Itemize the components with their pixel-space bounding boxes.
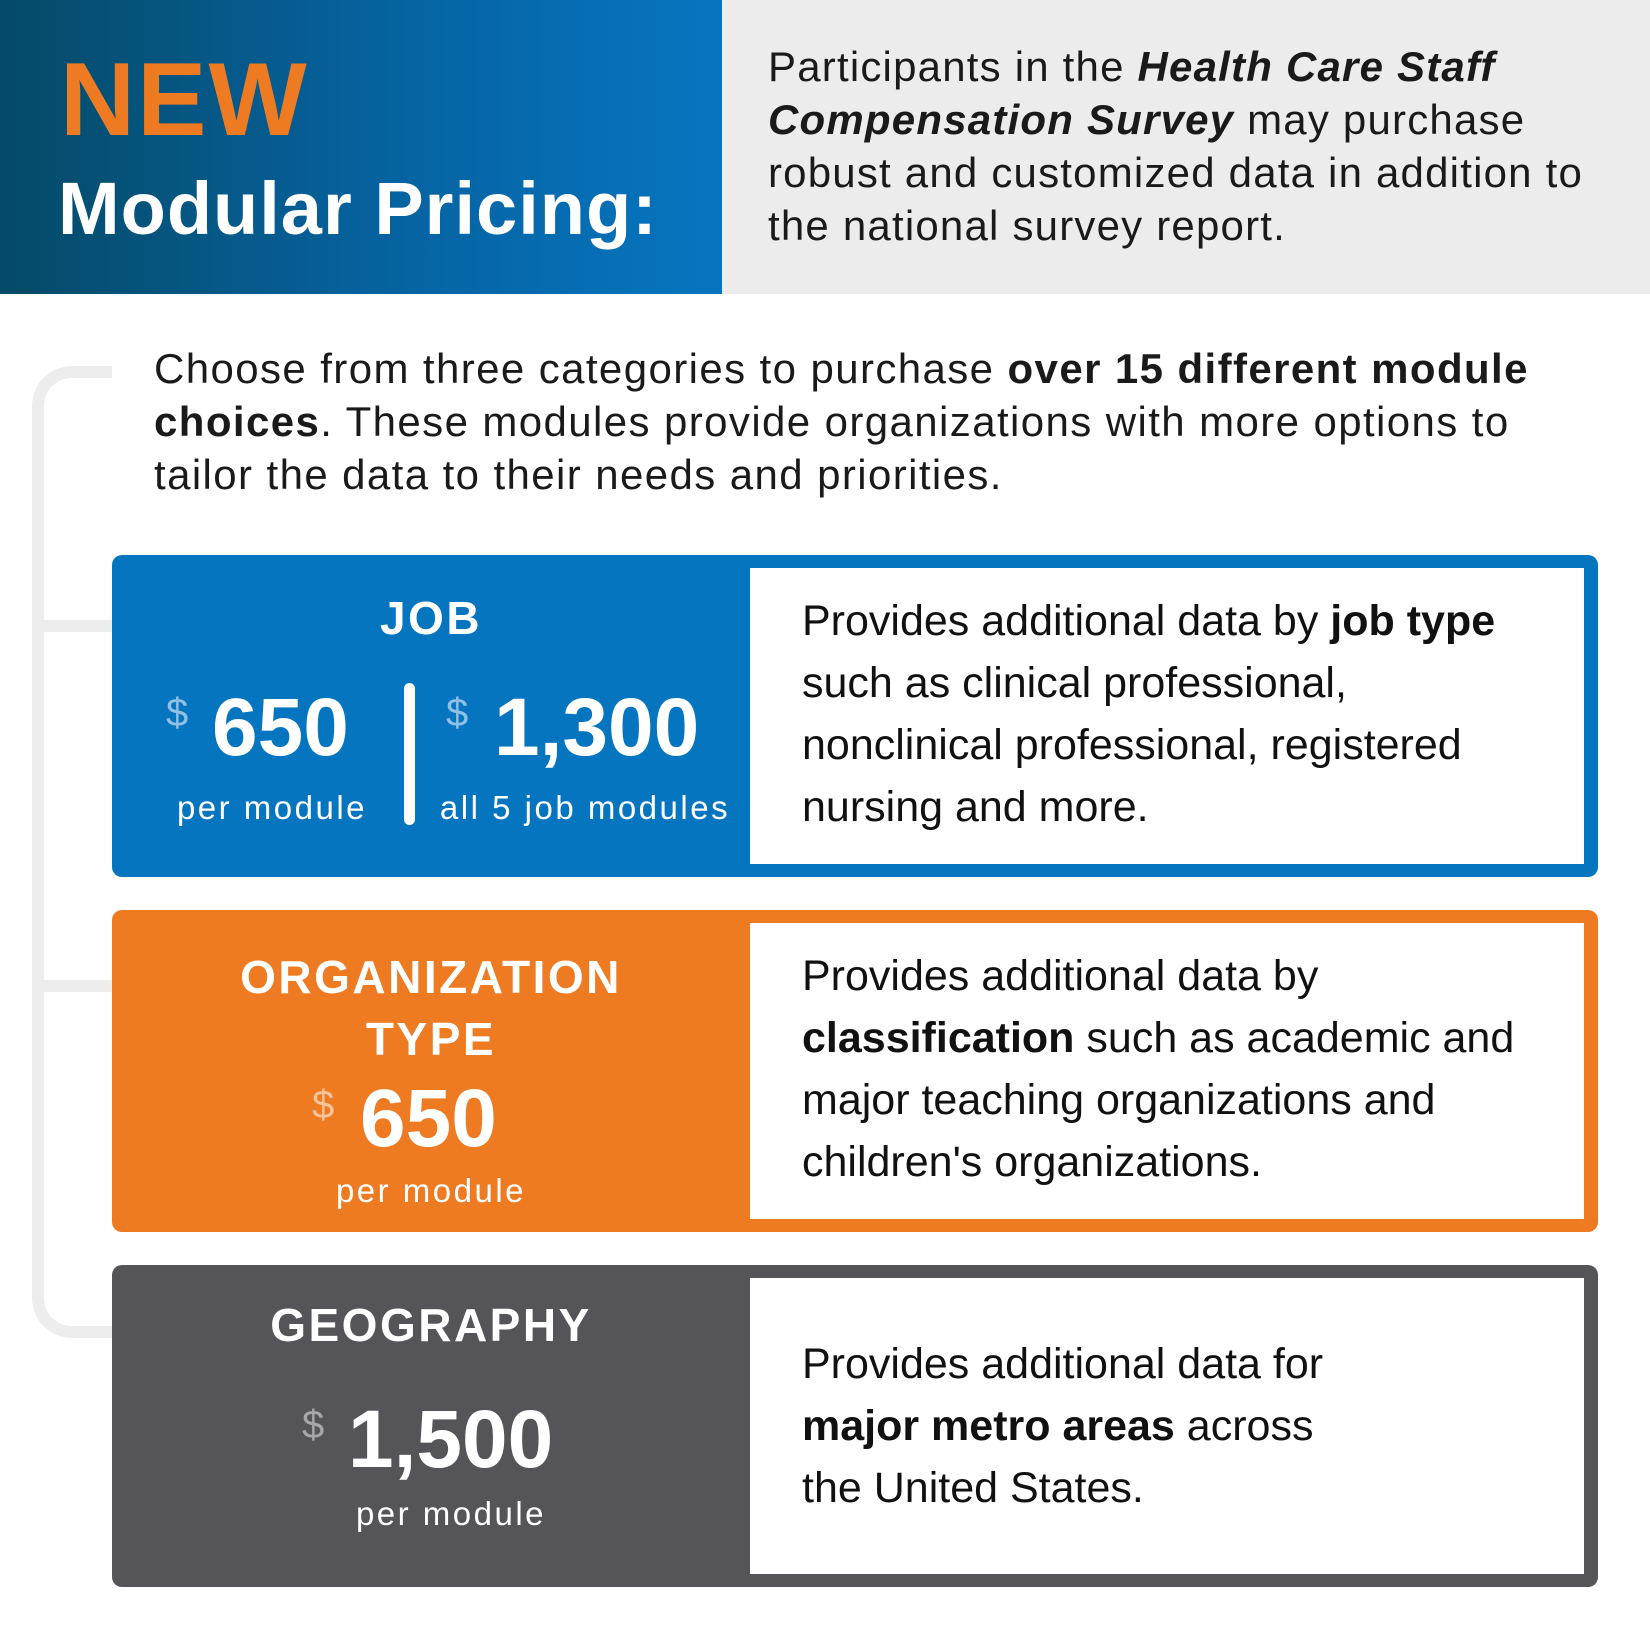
geography-unit: per module [355, 1495, 547, 1532]
organization-price: 650 [360, 1073, 497, 1164]
bracket-tick-organization [40, 980, 112, 992]
geography-price: 1,500 [348, 1394, 554, 1485]
header-banner [0, 0, 722, 294]
organization-desc-bold: classification [802, 1014, 1075, 1062]
summary-post: . These modules provide organizations with more options to tailor the data to their needs and priorities. [154, 398, 1510, 498]
intro-post: may purchase robust and customized data in addition to the national survey report. [768, 96, 1584, 249]
bracket-connector [32, 366, 112, 1338]
organization-card [112, 910, 1598, 1232]
survey-name: Health Care Staff Compensation Survey [768, 43, 1496, 143]
organization-description [802, 945, 1522, 1193]
organization-title-line2: TYPE [365, 1013, 497, 1065]
summary-text [154, 342, 1574, 501]
geography-description [802, 1333, 1362, 1519]
geography-desc-pre: Provides additional data for [802, 1340, 1324, 1388]
page-title: Modular Pricing: [58, 167, 658, 250]
job-unit-single: per module [176, 789, 368, 826]
job-title: JOB [379, 592, 483, 644]
job-desc-pre: Provides additional data by [802, 597, 1331, 645]
organization-title-line1: ORGANIZATION [240, 951, 622, 1003]
bracket-tick-job [40, 620, 112, 632]
organization-desc-post: such as academic and major teaching organizations and children's organizations. [802, 1014, 1515, 1186]
organization-title [112, 946, 750, 1070]
organization-currency: $ [312, 1083, 335, 1127]
geography-currency: $ [302, 1403, 325, 1447]
geography-card [112, 1265, 1598, 1587]
job-desc-post: such as clinical professional, nonclinical professional, registered nursing and more. [802, 659, 1462, 831]
job-card [112, 555, 1598, 877]
job-description [802, 590, 1542, 838]
geography-desc-bold: major metro areas [802, 1402, 1175, 1450]
organization-unit: per module [335, 1172, 527, 1209]
price-divider [404, 683, 415, 825]
new-label: NEW [60, 42, 309, 158]
job-currency-single: $ [166, 691, 189, 735]
job-price-single: 650 [212, 682, 349, 773]
intro-text [768, 40, 1628, 252]
summary-bold: over 15 different module choices [154, 345, 1529, 445]
geography-title: GEOGRAPHY [270, 1299, 592, 1351]
intro-pre: Participants in the [768, 43, 1138, 90]
job-price-bundle: 1,300 [494, 682, 700, 773]
summary-pre: Choose from three categories to purchase [154, 345, 1008, 392]
job-unit-bundle: all 5 job modules [439, 789, 731, 826]
organization-desc-pre: Provides additional data by [802, 952, 1319, 1000]
geography-desc-post: across the United States. [802, 1402, 1314, 1512]
job-currency-bundle: $ [446, 691, 469, 735]
job-desc-bold: job type [1330, 597, 1496, 645]
